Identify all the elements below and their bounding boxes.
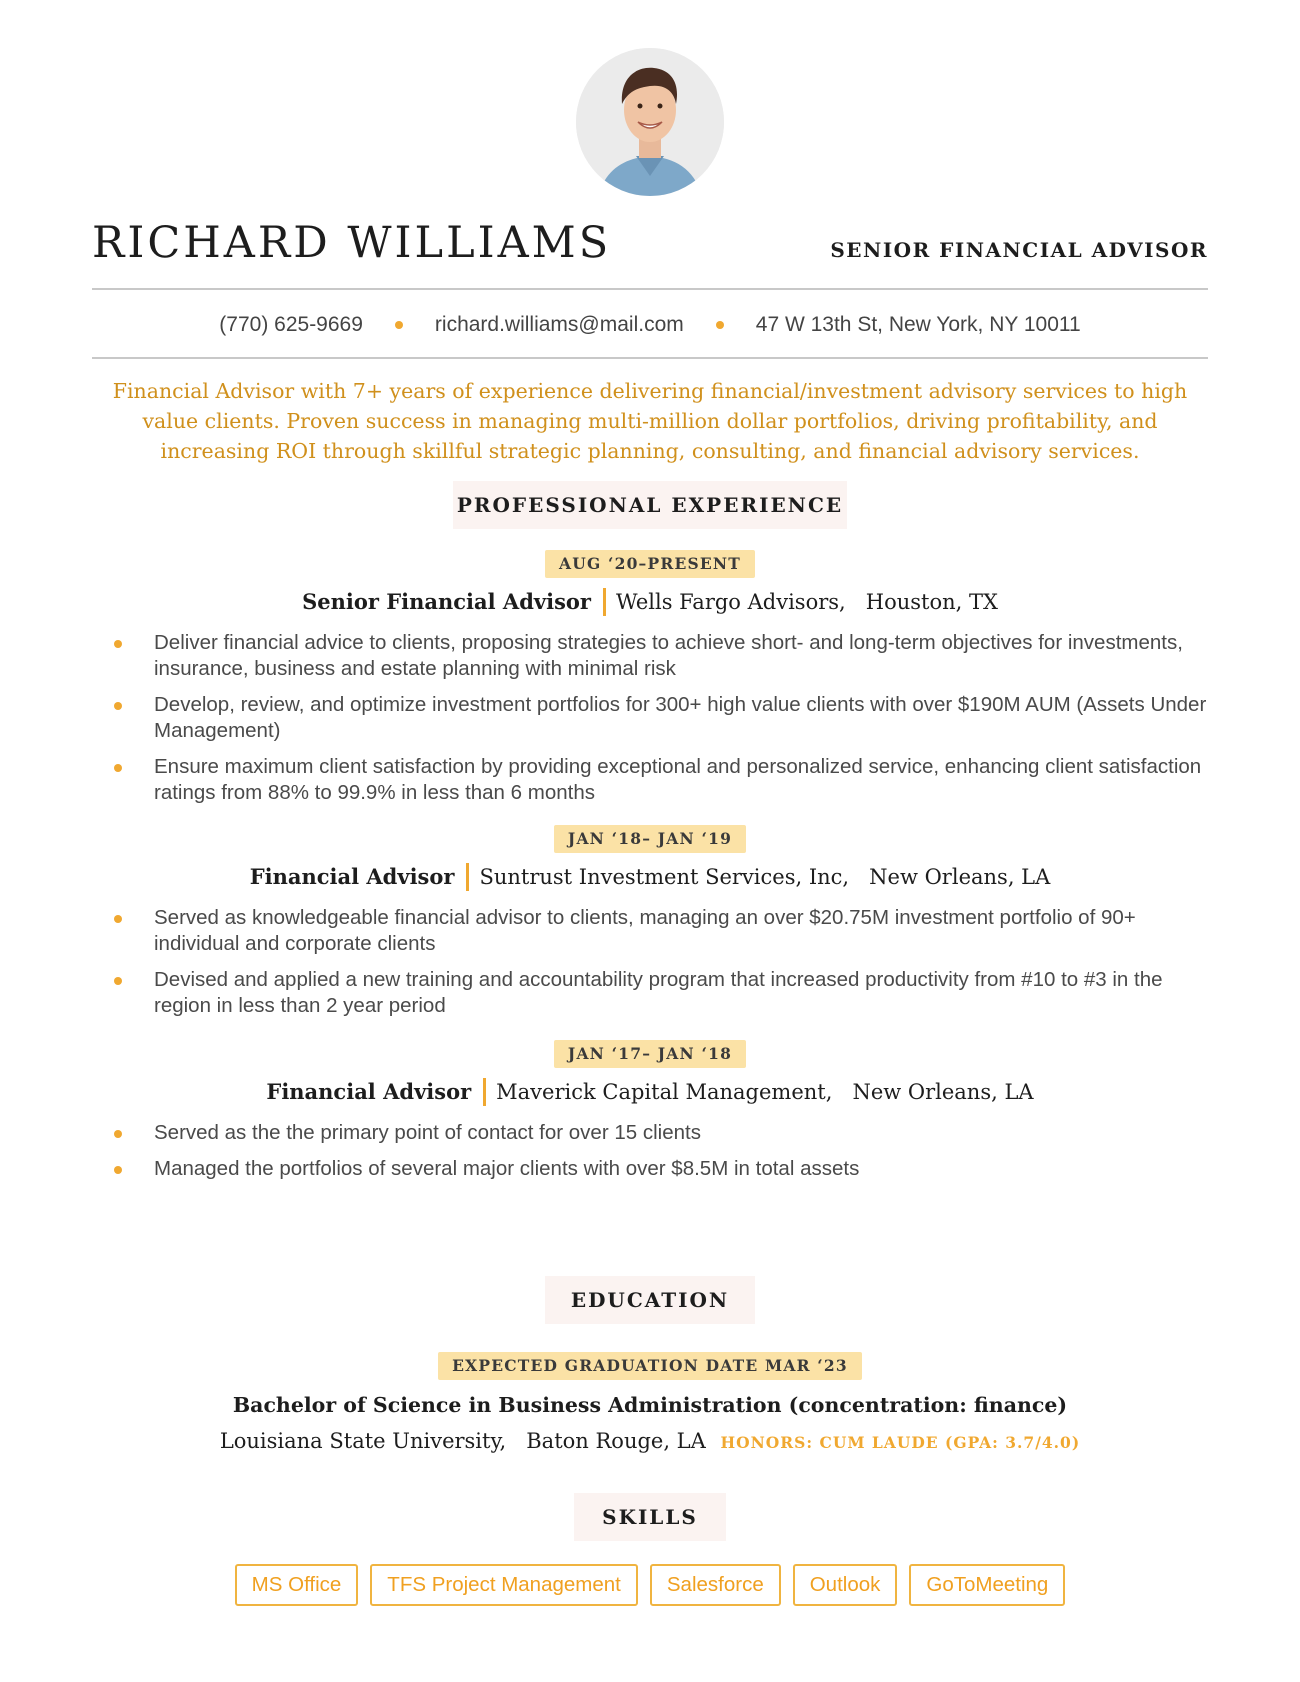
section-title: PROFESSIONAL EXPERIENCE [453,481,847,529]
education-school: Louisiana State University, [219,1429,507,1453]
list-item: Devised and applied a new training and accountability program that increased productivity from #10 to #3 in the region in less than 2 year period [108,967,1218,1019]
section-skills [0,1493,1300,1541]
job-bullets [108,630,1218,816]
section-title: EDUCATION [545,1276,755,1324]
job-role: Financial Advisor [266,1079,472,1104]
list-item: Develop, review, and optimize investment portfolios for 300+ high value clients with over $190M AUM (Assets Under Management) [108,692,1218,744]
job-dates: JAN ‘18– JAN ‘19 [554,825,746,853]
phone-number[interactable]: (770) 625-9669 [219,313,363,336]
job-dates-wrap [0,550,1300,578]
separator-bar [603,588,606,616]
professional-summary: Financial Advisor with 7+ years of experience delivering financial/investment advisory services to high value clients. Proven success in managing multi-million dollar portfolios, driving profitability, and increasing ROI through skillful strategic planning, consulting, and financial advisory services. [112,379,1188,463]
bullet-dot [114,977,122,985]
skills-list [0,1564,1300,1606]
list-item: Served as the the primary point of contact for over 15 clients [108,1120,1218,1146]
education-date-wrap [0,1352,1300,1380]
job-heading [0,862,1300,895]
email-address[interactable]: richard.williams@mail.com [434,313,684,336]
job-bullets [108,905,1218,1029]
education-school-line [0,1426,1300,1458]
education-honors: HONORS: CUM LAUDE (GPA: 3.7/4.0) [720,1433,1081,1452]
skill-tag: Salesforce [650,1564,781,1606]
bullet-dot [114,764,122,772]
job-role: Financial Advisor [249,864,455,889]
job-heading [0,587,1300,620]
bullet-dot [114,640,122,648]
job-title: SENIOR FINANCIAL ADVISOR [830,238,1208,262]
bullet-dot [114,1166,122,1174]
skill-tag: TFS Project Management [370,1564,638,1606]
job-bullets [108,1120,1218,1192]
contact-bar [92,308,1208,342]
separator-dot [395,321,403,329]
divider-top [92,288,1208,290]
divider-bottom [92,357,1208,359]
separator-bar [483,1078,486,1106]
job-location: New Orleans, LA [869,865,1051,889]
separator-dot [716,321,724,329]
bullet-dot [114,915,122,923]
job-dates-wrap [0,825,1300,853]
skill-tag: MS Office [235,1564,359,1606]
education-degree: Bachelor of Science in Business Administration (concentration: finance) [232,1393,1068,1417]
education-location: Baton Rouge, LA [526,1429,706,1453]
job-dates: JAN ‘17– JAN ‘18 [554,1040,746,1068]
education-date: EXPECTED GRADUATION DATE MAR ‘23 [438,1352,862,1380]
job-location: New Orleans, LA [852,1080,1034,1104]
candidate-name: RICHARD WILLIAMS [92,218,612,268]
bullet-dot [114,1130,122,1138]
job-dates-wrap [0,1040,1300,1068]
skill-tag: GoToMeeting [909,1564,1065,1606]
section-experience [0,481,1300,529]
job-company: Maverick Capital Management, [496,1080,833,1104]
list-item: Deliver financial advice to clients, proposing strategies to achieve short- and long-term objectives for investments, insurance, business and estate planning with minimal risk [108,630,1218,682]
job-dates: AUG ‘20–PRESENT [545,550,755,578]
job-company: Wells Fargo Advisors, [615,590,846,614]
list-item: Ensure maximum client satisfaction by providing exceptional and personalized service, enhancing client satisfaction ratings from 88% to 99.9% in less than 6 months [108,754,1218,806]
job-company: Suntrust Investment Services, Inc, [479,865,850,889]
job-location: Houston, TX [865,590,998,614]
list-item: Served as knowledgeable financial advisor to clients, managing an over $20.75M investment portfolio of 90+ individual and corporate clients [108,905,1218,957]
profile-photo [576,48,724,196]
section-education [0,1276,1300,1324]
job-role: Senior Financial Advisor [302,589,591,614]
section-title: SKILLS [574,1493,726,1541]
list-item: Managed the portfolios of several major clients with over $8.5M in total assets [108,1156,1218,1182]
separator-bar [466,863,469,891]
street-address: 47 W 13th St, New York, NY 10011 [755,313,1081,336]
job-heading [0,1077,1300,1110]
bullet-dot [114,702,122,710]
skill-tag: Outlook [793,1564,898,1606]
